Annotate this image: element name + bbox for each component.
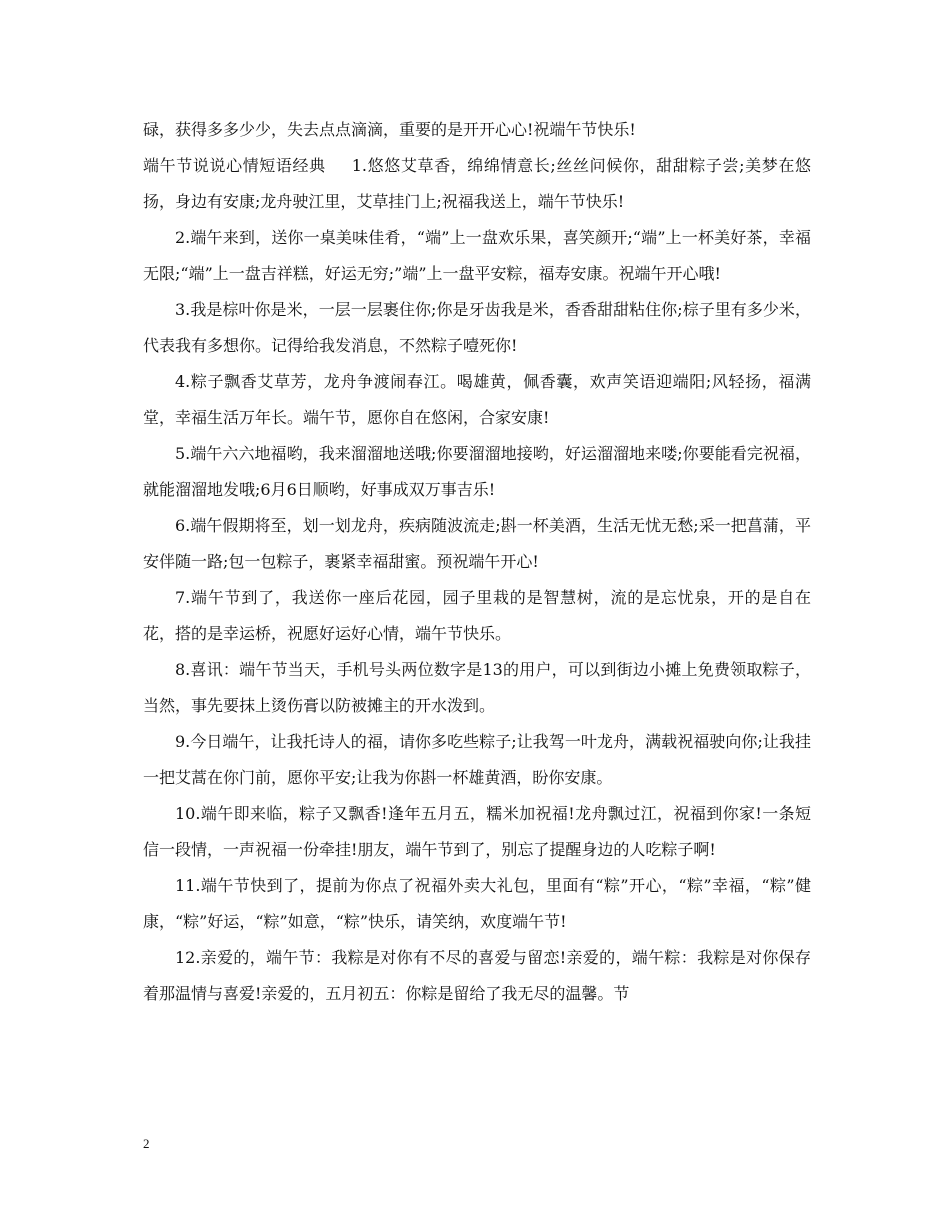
item-8: 8.喜讯：端午节当天，手机号头两位数字是13的用户，可以到街边小摊上免费领取粽子，当然，事先要抹上烫伤膏以防被摊主的开水泼到。 — [143, 660, 811, 715]
section-title: 端午节说说心情短语经典 — [143, 156, 326, 175]
document-body — [143, 112, 811, 1012]
item-4: 4.粽子飘香艾草芳，龙舟争渡闹春江。喝雄黄，佩香囊，欢声笑语迎端阳;风轻扬，福满堂，幸福生活万年长。端午节，愿你自在悠闲，合家安康! — [143, 372, 811, 427]
section-paragraph — [143, 148, 811, 220]
item-10: 10.端午即来临，粽子又飘香!逢年五月五，糯米加祝福!龙舟飘过江，祝福到你家!一条短信一段情，一声祝福一份牵挂!朋友，端午节到了，别忘了提醒身边的人吃粽子啊! — [143, 804, 811, 859]
item-9: 9.今日端午，让我托诗人的福，请你多吃些粽子;让我驾一叶龙舟，满载祝福驶向你;让我挂一把艾蒿在你门前，愿你平安;让我为你斟一杯雄黄酒，盼你安康。 — [143, 732, 811, 787]
continued-paragraph: 碌，获得多多少少，失去点点滴滴，重要的是开开心心!祝端午节快乐! — [143, 120, 636, 139]
item-7: 7.端午节到了，我送你一座后花园，园子里栽的是智慧树，流的是忘忧泉，开的是自在花，搭的是幸运桥，祝愿好运好心情，端午节快乐。 — [143, 588, 811, 643]
item-2: 2.端午来到，送你一桌美味佳肴，“端”上一盘欢乐果，喜笑颜开;“端”上一杯美好茶，幸福无限;“端”上一盘吉祥糕，好运无穷;”端”上一盘平安粽，福寿安康。祝端午开心哦! — [143, 228, 811, 283]
item-6: 6.端午假期将至，划一划龙舟，疾病随波流走;斟一杯美酒，生活无忧无愁;采一把菖蒲，平安伴随一路;包一包粽子，裹紧幸福甜蜜。预祝端午开心! — [143, 516, 811, 571]
item-12: 12.亲爱的，端午节：我粽是对你有不尽的喜爱与留恋!亲爱的，端午粽：我粽是对你保存着那温情与喜爱!亲爱的，五月初五：你粽是留给了我无尽的温馨。节 — [143, 948, 811, 1003]
page-number: 2 — [143, 1136, 150, 1151]
item-3: 3.我是棕叶你是米，一层一层裹住你;你是牙齿我是米，香香甜甜粘住你;棕子里有多少米，代表我有多想你。记得给我发消息，不然粽子噎死你! — [143, 300, 811, 355]
item-5: 5.端午六六地福哟，我来溜溜地送哦;你要溜溜地接哟，好运溜溜地来喽;你要能看完祝福，就能溜溜地发哦;6月6日顺哟，好事成双万事吉乐! — [143, 444, 811, 499]
item-1: 1.悠悠艾草香，绵绵情意长;丝丝问候你，甜甜粽子尝;美梦在悠扬，身边有安康;龙舟驶江里，艾草挂门上;祝福我送上，端午节快乐! — [143, 156, 811, 211]
item-11: 11.端午节快到了，提前为你点了祝福外卖大礼包，里面有“粽”开心，“粽”幸福，“粽”健康，“粽”好运，“粽”如意，“粽”快乐，请笑纳，欢度端午节! — [143, 876, 811, 931]
